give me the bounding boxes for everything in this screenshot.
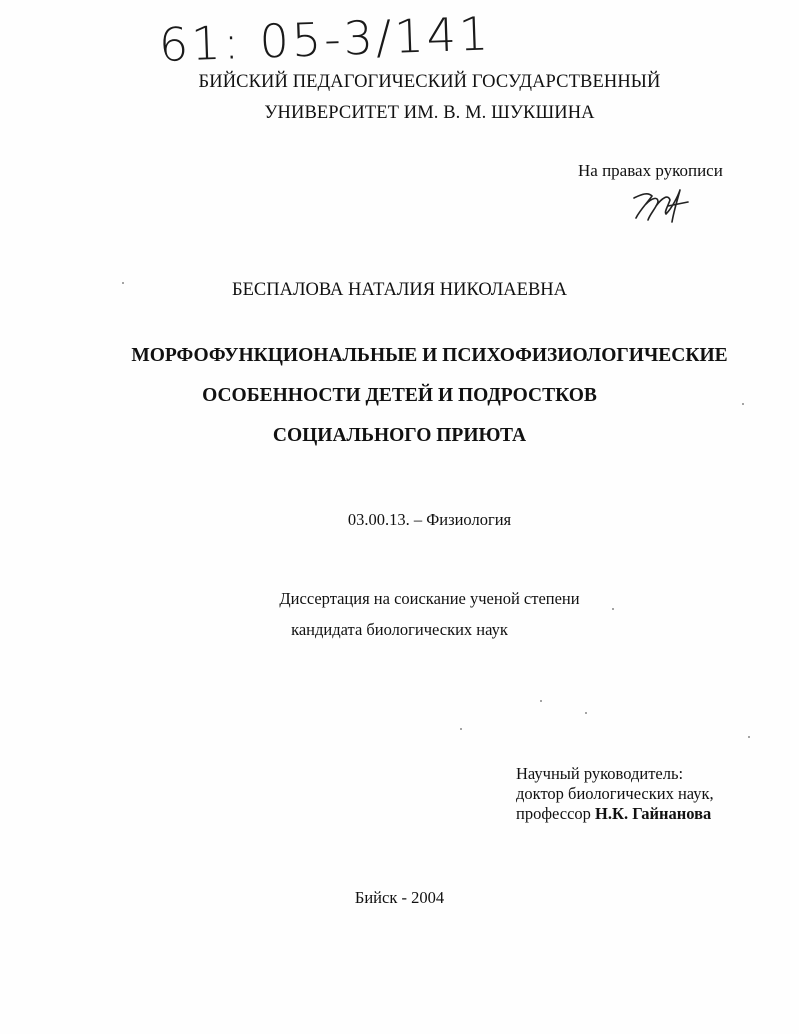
supervisor-block <box>516 764 714 824</box>
scan-speck <box>748 736 750 738</box>
signature-icon <box>628 184 692 224</box>
scan-speck <box>585 712 587 714</box>
handwritten-catalog-code: 61: 05-3/141 <box>158 6 493 72</box>
degree-statement-line1: Диссертация на соискание ученой степени <box>279 589 580 608</box>
university-name-line2: УНИВЕРСИТЕТ ИМ. В. М. ШУКШИНА <box>264 103 595 123</box>
supervisor-name: Н.К. Гайнанова <box>595 804 712 823</box>
scan-speck <box>612 608 614 610</box>
supervisor-position-line <box>516 804 714 824</box>
dissertation-title-line3: СОЦИАЛЬНОГО ПРИЮТА <box>272 425 527 446</box>
supervisor-label: Научный руководитель: <box>516 764 684 783</box>
university-name-line1: БИЙСКИЙ ПЕДАГОГИЧЕСКИЙ ГОСУДАРСТВЕННЫЙ <box>198 72 661 92</box>
scan-speck <box>742 403 744 405</box>
scan-speck <box>540 700 542 702</box>
author-name: БЕСПАЛОВА НАТАЛИЯ НИКОЛАЕВНА <box>231 280 568 300</box>
city-year: Бийск - 2004 <box>354 888 445 907</box>
dissertation-title-line2: ОСОБЕННОСТИ ДЕТЕЙ И ПОДРОСТКОВ <box>202 385 597 406</box>
supervisor-degree: доктор биологических наук, <box>516 784 714 803</box>
manuscript-rights-note: На правах рукописи <box>578 161 723 180</box>
dissertation-title-line1: МОРФОФУНКЦИОНАЛЬНЫЕ И ПСИХОФИЗИОЛОГИЧЕСКИЕ <box>131 345 728 366</box>
specialty-code: 03.00.13. – Физиология <box>347 510 512 529</box>
scan-speck <box>460 728 462 730</box>
degree-statement-line2: кандидата биологических наук <box>291 620 508 639</box>
scan-speck <box>122 282 124 284</box>
supervisor-position: профессор <box>516 804 591 823</box>
